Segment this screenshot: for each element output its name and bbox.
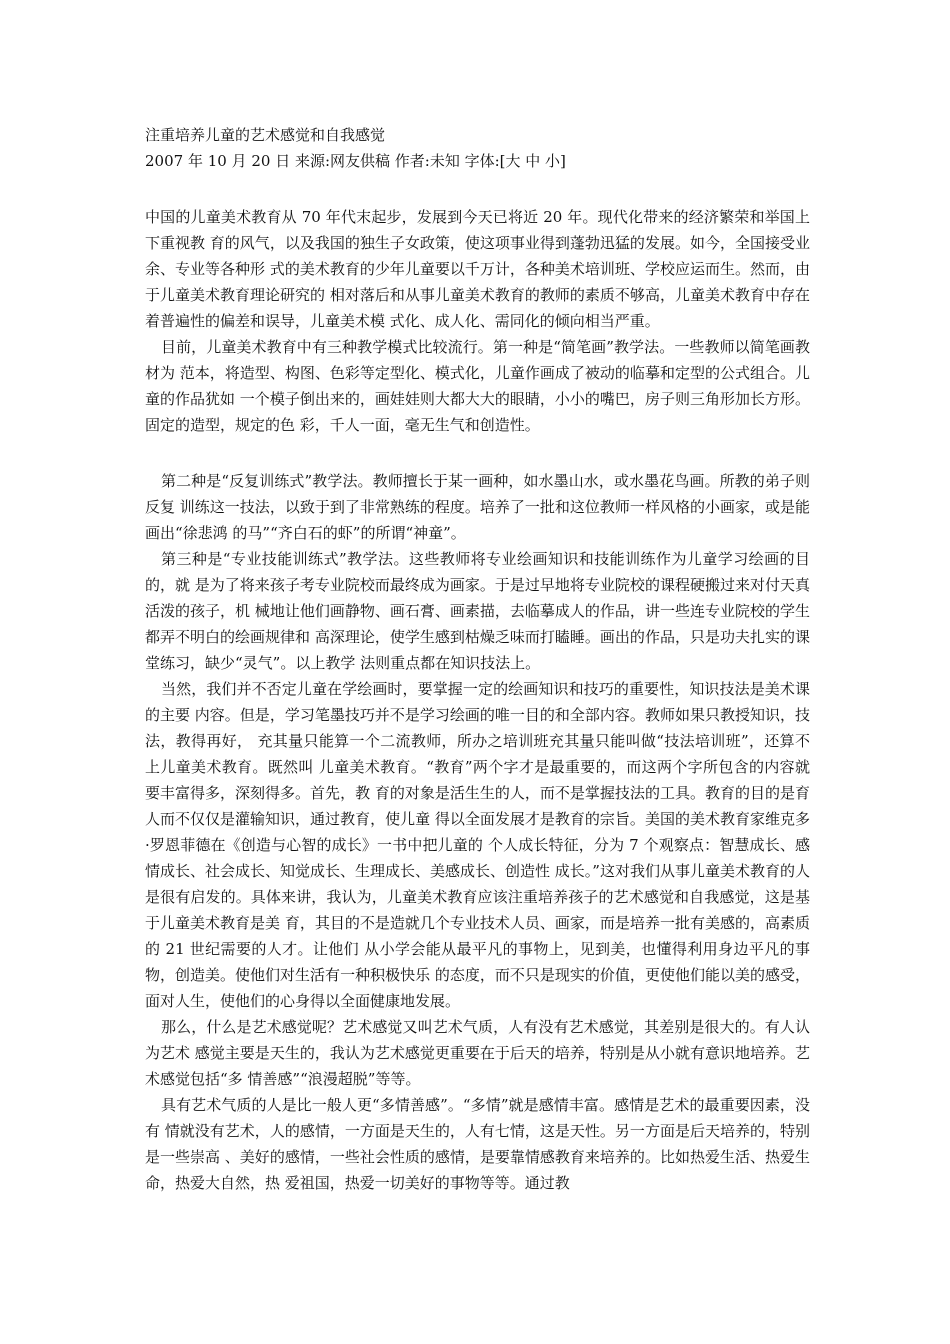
article-meta: 2007 年 10 月 20 日 来源:网友供稿 作者:未知 字体:[大 中 小] (145, 152, 566, 170)
paragraph: 第二种是“反复训练式”教学法。教师擅长于某一画种，如水墨山水，或水墨花鸟画。所教的弟子则反复 训练这一技法，以致于到了非常熟练的程度。培养了一批和这位教师一样风格的小画家，或是能画出“徐悲鸿 的马”“齐白石的虾”的所谓“神童”。 (145, 472, 810, 542)
document-page (145, 122, 810, 1196)
paragraph-gap (145, 438, 810, 468)
article-title: 注重培养儿童的艺术感觉和自我感觉 (145, 126, 386, 144)
paragraph: 具有艺术气质的人是比一般人更“多情善感”。“多情”就是感情丰富。感情是艺术的最重要因素，没有 情就没有艺术，人的感情，一方面是天生的，人有七情，这是天性。另一方面是后天培养的，特别是一些崇高 、美好的感情，一些社会性质的感情，是要靠情感教育来培养的。比如热爱生活、热爱生命，热爱大自然，热 爱祖国，热爱一切美好的事物等等。通过教 (145, 1096, 810, 1192)
paragraph: 第三种是“专业技能训练式”教学法。这些教师将专业绘画知识和技能训练作为儿童学习绘画的目的，就 是为了将来孩子考专业院校而最终成为画家。于是过早地将专业院校的课程硬搬过来对付天真活泼的孩子，机 械地让他们画静物、画石膏、画素描，去临摹成人的作品，讲一些连专业院校的学生都弄不明白的绘画规律和 高深理论，使学生感到枯燥乏味而打瞌睡。画出的作品，只是功夫扎实的课堂练习，缺少“灵气”。以上教学 法则重点都在知识技法上。 (145, 550, 810, 672)
paragraph: 那么，什么是艺术感觉呢？艺术感觉又叫艺术气质，人有没有艺术感觉，其差别是很大的。有人认为艺术 感觉主要是天生的，我认为艺术感觉更重要在于后天的培养，特别是从小就有意识地培养。艺术感觉包括“多 情善感”“浪漫超脱”等等。 (145, 1018, 810, 1088)
paragraph: 目前，儿童美术教育中有三种教学模式比较流行。第一种是“简笔画”教学法。一些教师以简笔画教材为 范本，将造型、构图、色彩等定型化、模式化，儿童作画成了被动的临摹和定型的公式组合。儿童的作品犹如 一个模子倒出来的，画娃娃则大都大大的眼睛，小小的嘴巴，房子则三角形加长方形。固定的造型，规定的色 彩，千人一面，毫无生气和创造性。 (145, 338, 810, 434)
paragraph: 当然，我们并不否定儿童在学绘画时，要掌握一定的绘画知识和技巧的重要性，知识技法是美术课的主要 内容。但是，学习笔墨技巧并不是学习绘画的唯一目的和全部内容。教师如果只教授知识，技法，教得再好， 充其量只能算一个二流教师，所办之培训班充其量只能叫做“技法培训班”，还算不上儿童美术教育。既然叫 儿童美术教育。“教育”两个字才是最重要的，而这两个字所包含的内容就要丰富得多，深刻得多。首先，教 育的对象是活生生的人，而不是掌握技法的工具。教育的目的是育人而不仅仅是灌输知识，通过教育，使儿童 得以全面发展才是教育的宗旨。美国的美术教育家维克多·罗恩菲德在《创造与心智的成长》一书中把儿童的 个人成长特征，分为 7 个观察点：智慧成长、感情成长、社会成长、知觉成长、生理成长、美感成长、创造性 成长。”这对我们从事儿童美术教育的人是很有启发的。具体来讲，我认为，儿童美术教育应该注重培养孩子的艺术感觉和自我感觉，这是基于儿童美术教育是美 育，其目的不是造就几个专业技术人员、画家，而是培养一批有美感的，高素质的 21 世纪需要的人才。让他们 从小学会能从最平凡的事物上，见到美，也懂得利用身边平凡的事物，创造美。使他们对生活有一种积极快乐 的态度，而不只是现实的价值，更使他们能以美的感受，面对人生，使他们的心身得以全面健康地发展。 (145, 680, 810, 1010)
article-body (145, 204, 810, 1196)
paragraph: 中国的儿童美术教育从 70 年代末起步，发展到今天已将近 20 年。现代化带来的经济繁荣和举国上下重视教 育的风气，以及我国的独生子女政策，使这项事业得到蓬勃迅猛的发展。如今，全国接受业余、专业等各种形 式的美术教育的少年儿童要以千万计，各种美术培训班、学校应运而生。然而，由于儿童美术教育理论研究的 相对落后和从事儿童美术教育的教师的素质不够高，儿童美术教育中存在着普遍性的偏差和误导，儿童美术模 式化、成人化、需同化的倾向相当严重。 (145, 208, 810, 330)
